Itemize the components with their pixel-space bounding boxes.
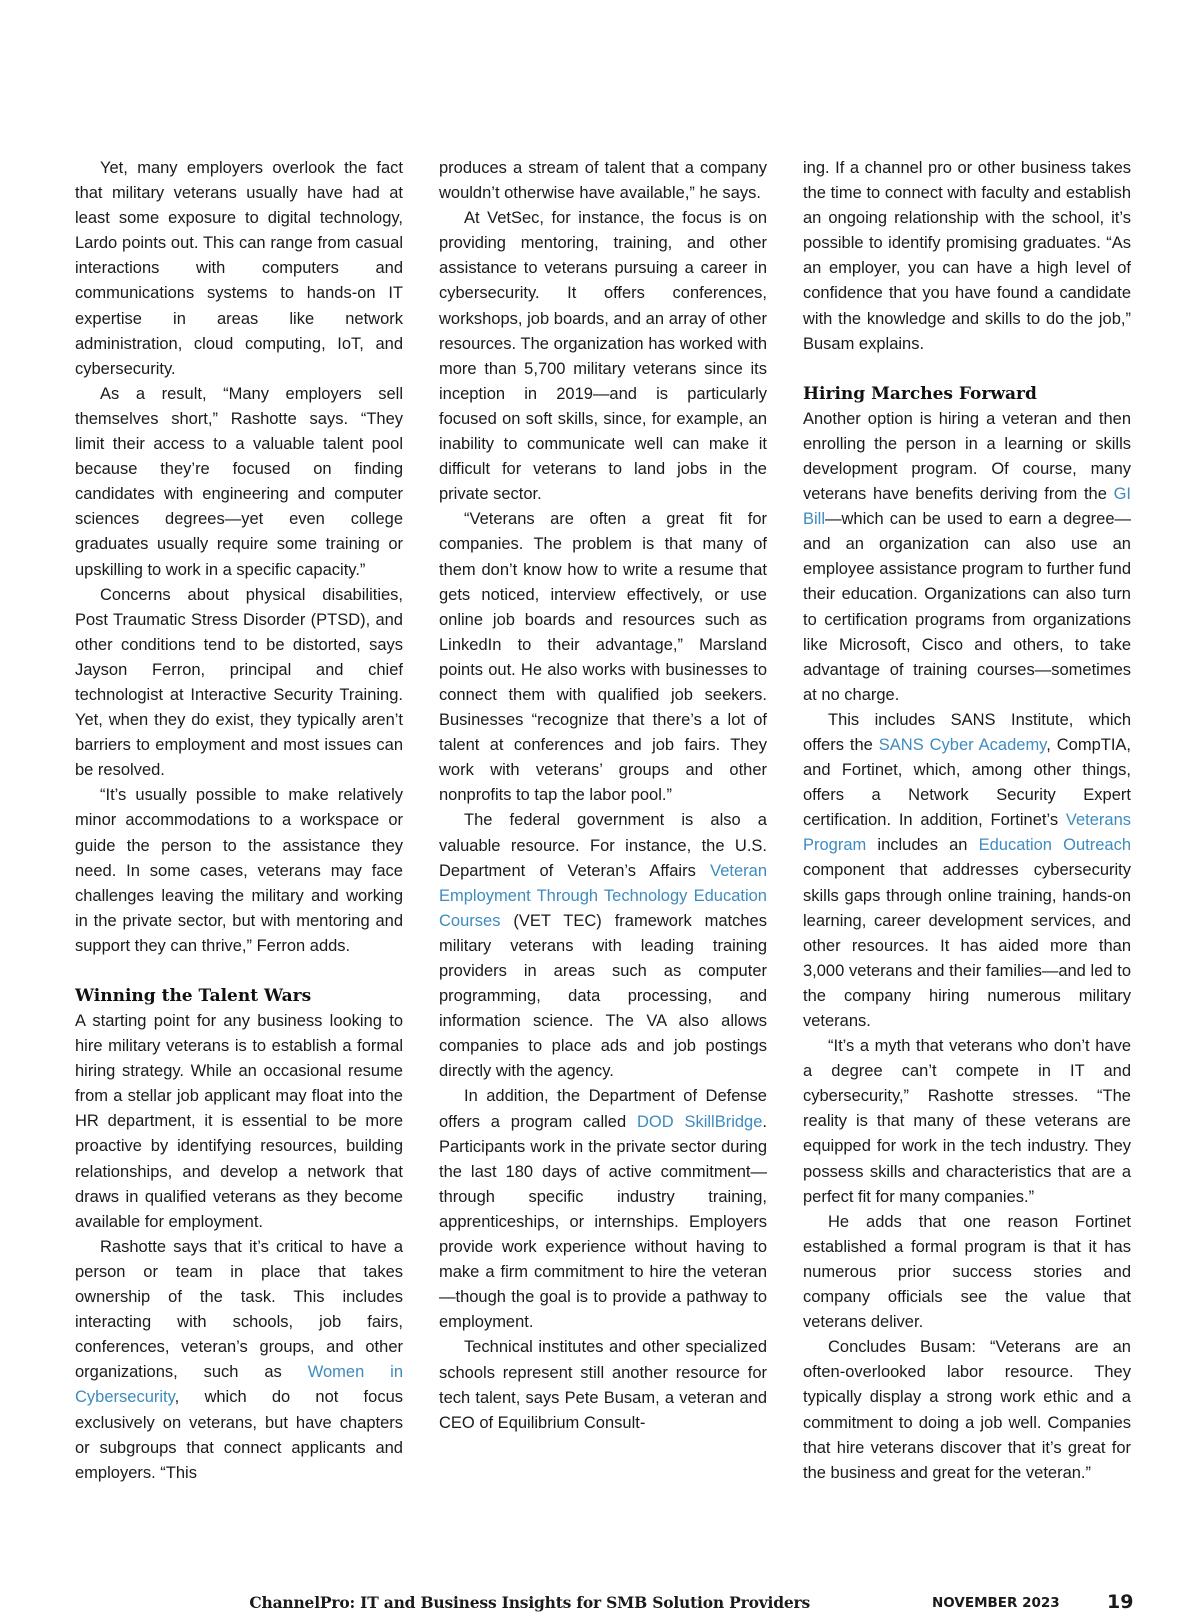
link-women-in-cybersecurity[interactable]: Women in Cybersecurity xyxy=(75,1363,403,1407)
text-span: includes an xyxy=(866,836,979,855)
paragraph: A starting point for any business looking to hire military veterans is to establish a formal hiring strategy. While an occasional resume from a stellar job applicant may float into the HR department, it is essential to be more proactive by identifying resources, building relationships, and develop a network that draws in qualified veterans as they become available for employment. xyxy=(75,1012,403,1231)
paragraph: “Veterans are often a great fit for companies. The problem is that many of them don’t know how to write a resume that gets noticed, interview effectively, or use online job boards and resources such as LinkedIn to their advantage,” Marsland points out. He also works with businesses to connect them with qualified job seekers. Businesses “recognize that there’s a lot of talent at conferences and job fairs. They work with veterans’ groups and other nonprofits to tap the labor pool.” xyxy=(439,510,767,805)
text-span: Another option is hiring a veteran and then enrolling the person in a learning or skills development program. Of course, many veterans have benefits deriving from the xyxy=(803,409,1131,504)
section-heading-winning-talent-wars: Winning the Talent Wars xyxy=(75,986,312,1006)
text-span: In addition, the Department of Defense offers a program called xyxy=(439,1087,767,1131)
text-span: This includes SANS Institute, which offers the xyxy=(803,710,1131,754)
page-footer xyxy=(0,1593,1200,1623)
link-veterans-program[interactable]: Veterans Program xyxy=(803,811,1131,855)
section-heading-hiring-marches-forward: Hiring Marches Forward xyxy=(803,383,1037,404)
issue-date: NOVEMBER 2023 xyxy=(932,1595,1060,1611)
paragraph xyxy=(803,708,1131,1034)
paragraph xyxy=(803,407,1131,708)
link-vet-tec[interactable]: Veteran Employment Through Technology Education Courses xyxy=(439,861,767,930)
text-span: . Participants work in the private sector during the last 180 days of active commitment—through specific industry training, apprenticeships, or internships. Employers provide work experience without having to make a firm commitment to hire the veteran—though the goal is to provide a pathway to employment. xyxy=(439,1112,767,1332)
page-number: 19 xyxy=(1107,1591,1134,1613)
paragraph: produces a stream of talent that a company wouldn’t otherwise have available,” he says. xyxy=(439,159,767,203)
paragraph: Concludes Busam: “Veterans are an often-overlooked labor resource. They typically display a strong work ethic and a commitment to doing a job well. Companies that hire veterans discover that it’s great for the business and great for the veteran.” xyxy=(803,1338,1131,1482)
text-span: Rashotte says that it’s critical to have a person or team in place that takes ownership of the task. This includes interacting with schools, job fairs, conferences, veteran’s groups, and other organizations, such as xyxy=(75,1237,403,1382)
link-sans-cyber-academy[interactable]: SANS Cyber Academy xyxy=(878,735,1047,754)
text-span: component that addresses cybersecurity skills gaps through online training, hands-on learning, career development services, and other resources. It has aided more than 3,000 veterans and their families—and led to the company hiring numerous military veterans. xyxy=(803,861,1131,1030)
paragraph: Technical institutes and other specialized schools represent still another resource for tech talent, says Pete Busam, a veteran and CEO of Equilibrium Consult- xyxy=(439,1338,767,1432)
text-span: , CompTIA, and Fortinet, which, among other things, offers a Network Security Expert certification. In addition, Fortinet’s xyxy=(803,735,1131,830)
paragraph: As a result, “Many employers sell themselves short,” Rashotte says. “They limit their access to a valuable talent pool because they’re focused on finding candidates with engineering and computer sciences degrees—yet even college graduates usually require some training or upskilling to work in a specific capacity.” xyxy=(75,384,403,579)
text-span: The federal government is also a valuable resource. For instance, the U.S. Department of Veteran’s Affairs xyxy=(439,811,767,880)
link-education-outreach[interactable]: Education Outreach xyxy=(978,836,1131,855)
text-span: (VET TEC) framework matches military veterans with leading training providers in areas such as computer programming, data processing, and information science. The VA also allows companies to place ads and job postings directly with the agency. xyxy=(439,911,767,1081)
paragraph: “It’s a myth that veterans who don’t have a degree can’t compete in IT and cybersecurity,” Rashotte stresses. “The reality is that many of these veterans are equipped for work in the tech industry. They possess skills and characteristics that are a perfect fit for many companies.” xyxy=(803,1037,1131,1206)
link-gi-bill[interactable]: GI Bill xyxy=(803,485,1131,529)
text-span: —which can be used to earn a degree—and an organization can also use an employee assistance program to further fund their education. Organizations can also turn to certification programs from organizations like Microsoft, Cisco and others, to take advantage of training courses—sometimes at no charge. xyxy=(803,510,1131,704)
paragraph xyxy=(439,1084,767,1335)
publication-title: ChannelPro: IT and Business Insights for SMB Solution Providers xyxy=(249,1593,810,1612)
paragraph: ing. If a channel pro or other business takes the time to connect with faculty and establish an ongoing relationship with the school, it’s possible to identify promising graduates. “As an employer, you can have a high level of confidence that you have found a candidate with the knowledge and skills to do the job,” Busam explains. xyxy=(803,159,1131,353)
paragraph: “It’s usually possible to make relatively minor accommodations to a workspace or guide the person to the assistance they need. In some cases, veterans may face challenges leaving the military and working in the private sector, but with mentoring and support they can thrive,” Ferron adds. xyxy=(75,786,403,955)
text-span: , which do not focus exclusively on veterans, but have chapters or subgroups that connect applicants and employers. “This xyxy=(75,1388,403,1482)
paragraph xyxy=(75,1235,403,1486)
paragraph: At VetSec, for instance, the focus is on providing mentoring, training, and other assistance to veterans pursuing a career in cybersecurity. It offers conferences, workshops, job boards, and an array of other resources. The organization has worked with more than 5,700 military veterans since its inception in 2019—and is particularly focused on soft skills, since, for example, an inability to communicate well can make it difficult for veterans to land jobs in the private sector. xyxy=(439,209,767,504)
link-dod-skillbridge[interactable]: DOD SkillBridge xyxy=(636,1112,763,1131)
column-3 xyxy=(803,156,1131,1486)
paragraph: He adds that one reason Fortinet established a formal program is that it has numerous prior success stories and company officials see the value that veterans deliver. xyxy=(803,1212,1131,1332)
paragraph: Concerns about physical disabilities, Post Traumatic Stress Disorder (PTSD), and other conditions tend to be distorted, says Jayson Ferron, principal and chief technologist at Interactive Security Training. Yet, when they do exist, they typically aren’t barriers to employment and most issues can be resolved. xyxy=(75,585,403,780)
paragraph: Yet, many employers overlook the fact that military veterans usually have had at least some exposure to digital technology, Lardo points out. This can range from casual interactions with computers and communications systems to hands-on IT expertise in areas like network administration, cloud computing, IoT, and cybersecurity. xyxy=(75,159,403,378)
paragraph xyxy=(439,808,767,1084)
column-1 xyxy=(75,156,403,1486)
column-2 xyxy=(439,156,767,1436)
